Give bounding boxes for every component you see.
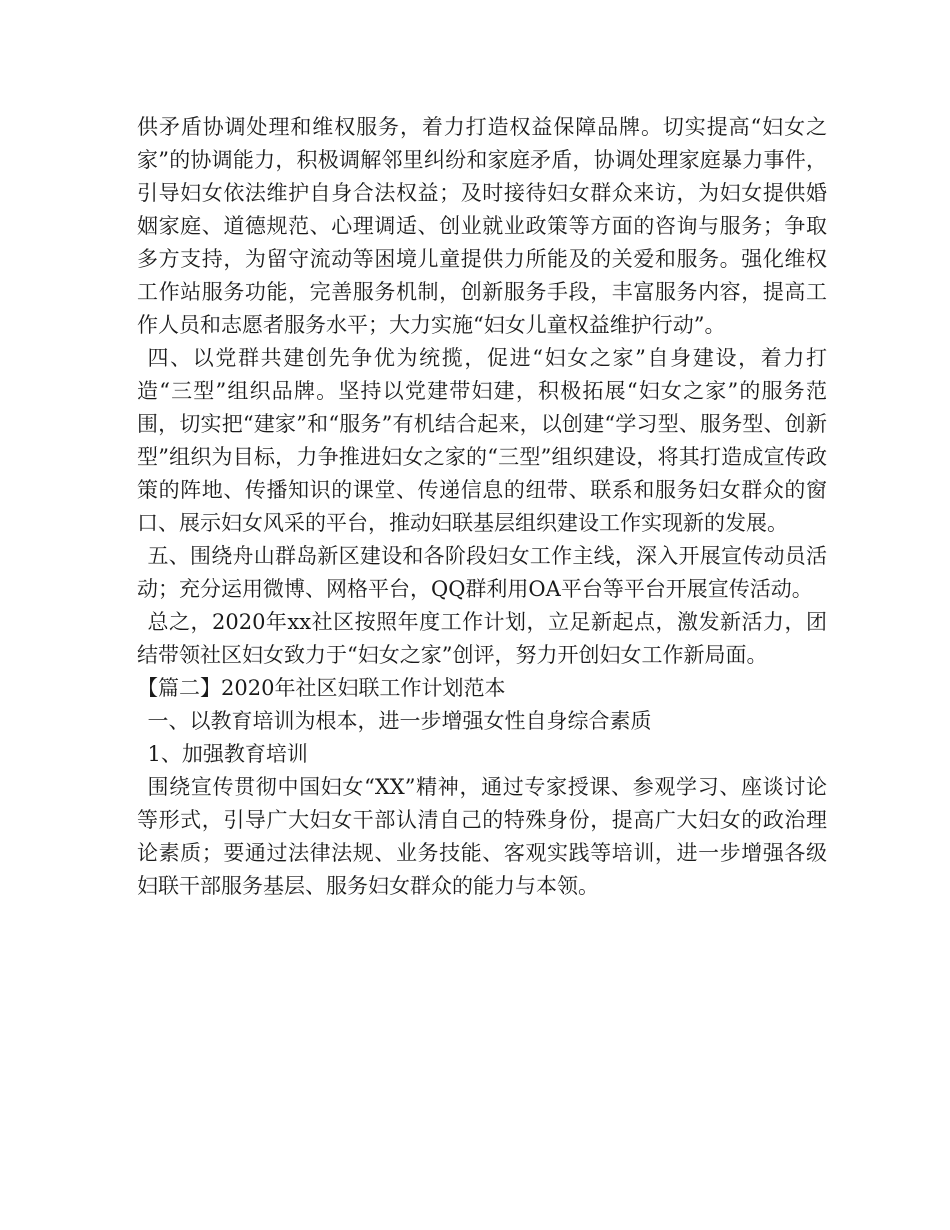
- paragraph-training: 围绕宣传贯彻中国妇女“XX”精神，通过专家授课、参观学习、座谈讨论等形式，引导广大妇女干部认清自己的特殊身份，提高广大妇女的政治理论素质；要通过法律法规、业务技能、客观实践等培训，进一步增强各级妇联干部服务基层、服务妇女群众的能力与本领。: [137, 775, 827, 898]
- paragraph-section-five: 五、围绕舟山群岛新区建设和各阶段妇女工作主线，深入开展宣传动员活动；充分运用微博、网格平台，QQ群利用OA平台等平台开展宣传活动。: [137, 544, 827, 601]
- paragraph-rights-service: 供矛盾协调处理和维权服务，着力打造权益保障品牌。切实提高“妇女之家”的协调能力，积极调解邻里纠纷和家庭矛盾，协调处理家庭暴力事件，引导妇女依法维护自身合法权益；及时接待妇女群众来访，为妇女提供婚姻家庭、道德规范、心理调适、创业就业政策等方面的咨询与服务；争取多方支持，为留守流动等困境儿童提供力所能及的关爱和服务。强化维权工作站服务功能，完善服务机制，创新服务手段，丰富服务内容，提高工作人员和志愿者服务水平；大力实施“妇女儿童权益维护行动”。: [137, 115, 827, 337]
- section-one-heading: 一、以教育培训为根本，进一步增强女性自身综合素质: [147, 709, 652, 733]
- document-body: [137, 111, 827, 903]
- paragraph-section-four: 四、以党群共建创先争优为统揽，促进“妇女之家”自身建设，着力打造“三型”组织品牌。坚持以党建带妇建，积极拓展“妇女之家”的服务范围，切实把“建家”和“服务”有机结合起来，以创建“学习型、服务型、创新型”组织为目标，力争推进妇女之家的“三型”组织建设，将其打造成宣传政策的阵地、传播知识的课堂、传递信息的纽带、联系和服务妇女群众的窗口、展示妇女风采的平台，推动妇联基层组织建设工作实现新的发展。: [137, 346, 827, 535]
- article-two-heading: 【篇二】2020年社区妇联工作计划范本: [137, 676, 506, 700]
- subsection-one-heading: 1、加强教育培训: [147, 742, 308, 766]
- paragraph-summary: 总之，2020年xx社区按照年度工作计划，立足新起点，激发新活力，团结带领社区妇女致力于“妇女之家”创评，努力开创妇女工作新局面。: [137, 610, 827, 667]
